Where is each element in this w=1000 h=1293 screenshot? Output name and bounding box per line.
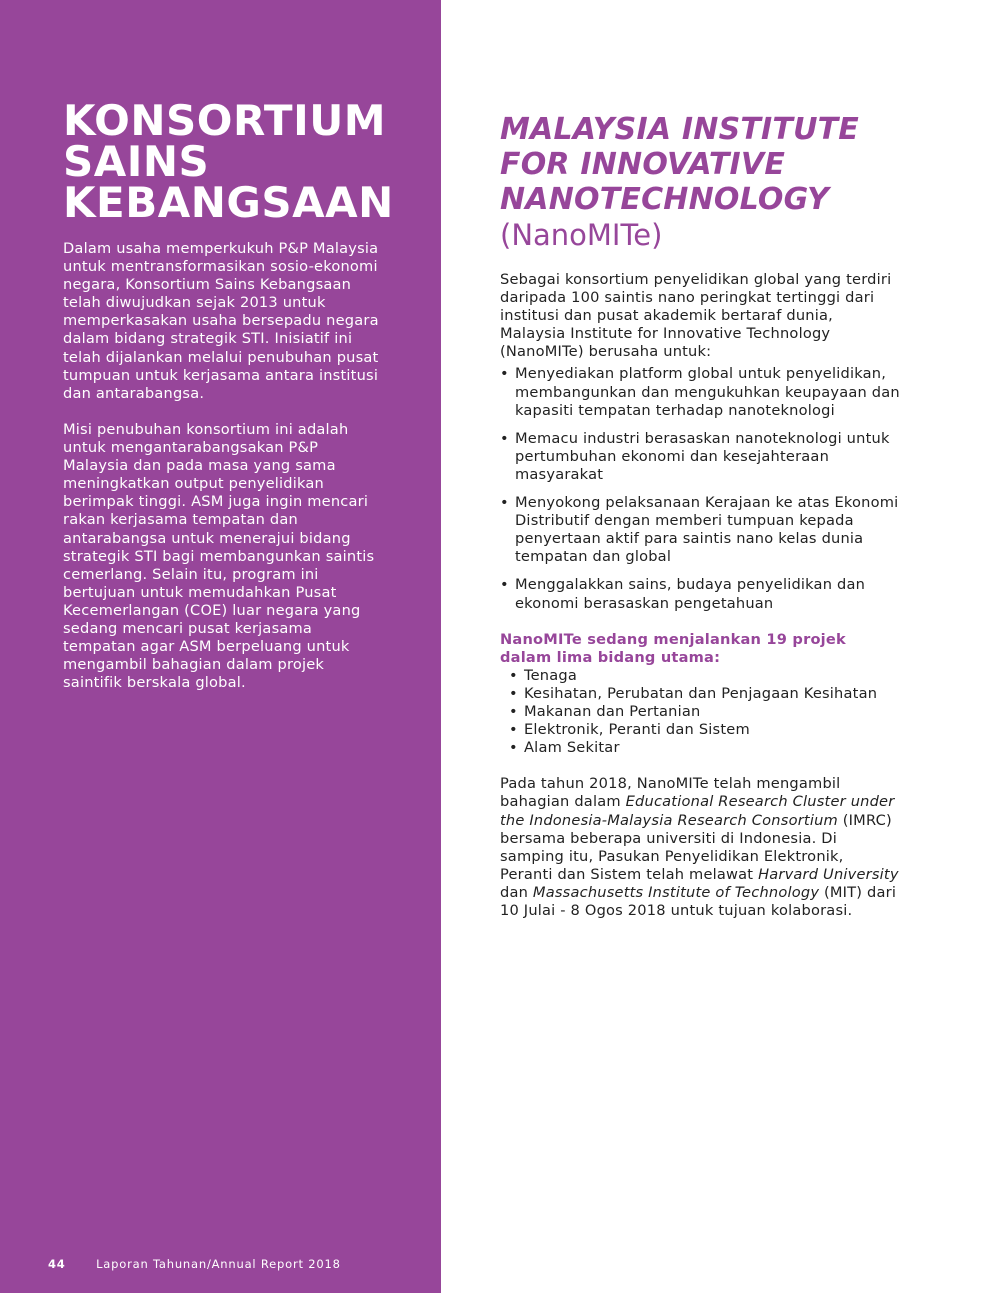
projects-heading: NanoMITe sedang menjalankan 19 projek dalam lima bidang utama: xyxy=(500,630,846,666)
areas-list xyxy=(509,667,900,757)
left-title-line: KONSORTIUM xyxy=(63,96,387,145)
closing-text: (MIT) dari 10 Julai - 8 Ogos 2018 untuk tujuan kolaborasi. xyxy=(500,883,897,919)
list-item: • Elektronik, Peranti dan Sistem xyxy=(509,721,900,739)
left-title-line: SAINS xyxy=(63,137,210,186)
closing-text: dan xyxy=(500,883,533,901)
right-title xyxy=(500,112,900,217)
list-item: • Alam Sekitar xyxy=(509,739,900,757)
closing-paragraph xyxy=(500,775,900,920)
list-item: • Menyokong pelaksanaan Kerajaan ke atas Ekonomi Distributif dengan memberi tumpuan kepada penyertaan aktif para saintis nano kelas dunia tempatan dan global xyxy=(500,494,900,566)
right-title-line: MALAYSIA INSTITUTE xyxy=(500,112,860,147)
left-title xyxy=(63,96,433,227)
list-item: • Tenaga xyxy=(509,667,900,685)
closing-text: (IMRC) bersama beberapa universiti di Indonesia. Di samping itu, Pasukan Penyelidikan Elektronik, Peranti dan Sistem telah melawat xyxy=(500,811,892,883)
intro-paragraph: Sebagai konsortium penyelidikan global yang terdiri daripada 100 saintis nano peringkat tertinggi dari institusi dan pusat akademik bertaraf dunia, Malaysia Institute for Innovative Technology (NanoMITe) berusaha untuk: xyxy=(500,271,892,361)
list-item: • Kesihatan, Perubatan dan Penjagaan Kesihatan xyxy=(509,685,900,703)
closing-italic: Harvard University xyxy=(758,865,899,883)
left-title-line: KEBANGSAAN xyxy=(63,178,394,227)
page-number: 44 xyxy=(48,1257,66,1271)
page-footer xyxy=(48,1257,341,1271)
right-subtitle: (NanoMITe) xyxy=(500,218,663,252)
right-column xyxy=(500,112,900,920)
closing-text: Pada tahun 2018, NanoMITe telah mengambil bahagian dalam xyxy=(500,775,841,811)
list-item: • Menyediakan platform global untuk penyelidikan, membangunkan dan mengukuhkan keupayaan dan kapasiti tempatan terhadap nanoteknologi xyxy=(500,365,900,419)
left-paragraph-2: Misi penubuhan konsortium ini adalah untuk mengantarabangsakan P&P Malaysia dan pada masa yang sama meningkatkan output penyelidikan berimpak tinggi. ASM juga ingin mencari rakan kerjasama tempatan dan antarabangsa untuk menerajui bidang strategik STI bagi membangunkan saintis cemerlang. Selain itu, program ini bertujuan untuk memudahkan Pusat Kecemerlangan (COE) luar negara yang sedang mencari pusat kerjasama tempatan agar ASM berpeluang untuk mengambil bahagian dalam projek saintifik berskala global. xyxy=(63,420,375,692)
list-item: • Makanan dan Pertanian xyxy=(509,703,900,721)
report-label: Laporan Tahunan/Annual Report 2018 xyxy=(96,1257,341,1271)
goals-list xyxy=(500,365,900,612)
list-item: • Menggalakkan sains, budaya penyelidikan dan ekonomi berasaskan pengetahuan xyxy=(500,576,900,612)
right-body xyxy=(500,271,900,920)
left-body xyxy=(63,240,383,710)
right-title-line: NANOTECHNOLOGY xyxy=(500,182,830,217)
left-paragraph-1: Dalam usaha memperkukuh P&P Malaysia untuk mentransformasikan sosio-ekonomi negara, Konsortium Sains Kebangsaan telah diwujudkan sejak 2013 untuk memperkasakan usaha bersepadu negara dalam bidang strategik STI. Inisiatif ini telah dijalankan melalui penubuhan pusat tumpuan untuk kerjasama antara institusi dan antarabangsa. xyxy=(63,240,379,402)
left-panel xyxy=(0,0,441,1293)
closing-italic: Massachusetts Institute of Technology xyxy=(532,883,820,901)
right-title-line: FOR INNOVATIVE xyxy=(500,147,786,182)
closing-italic: Educational Research Cluster under the Indonesia-Malaysia Research Consortium xyxy=(500,793,895,829)
list-item: • Memacu industri berasaskan nanoteknologi untuk pertumbuhan ekonomi dan kesejahteraan masyarakat xyxy=(500,430,900,484)
